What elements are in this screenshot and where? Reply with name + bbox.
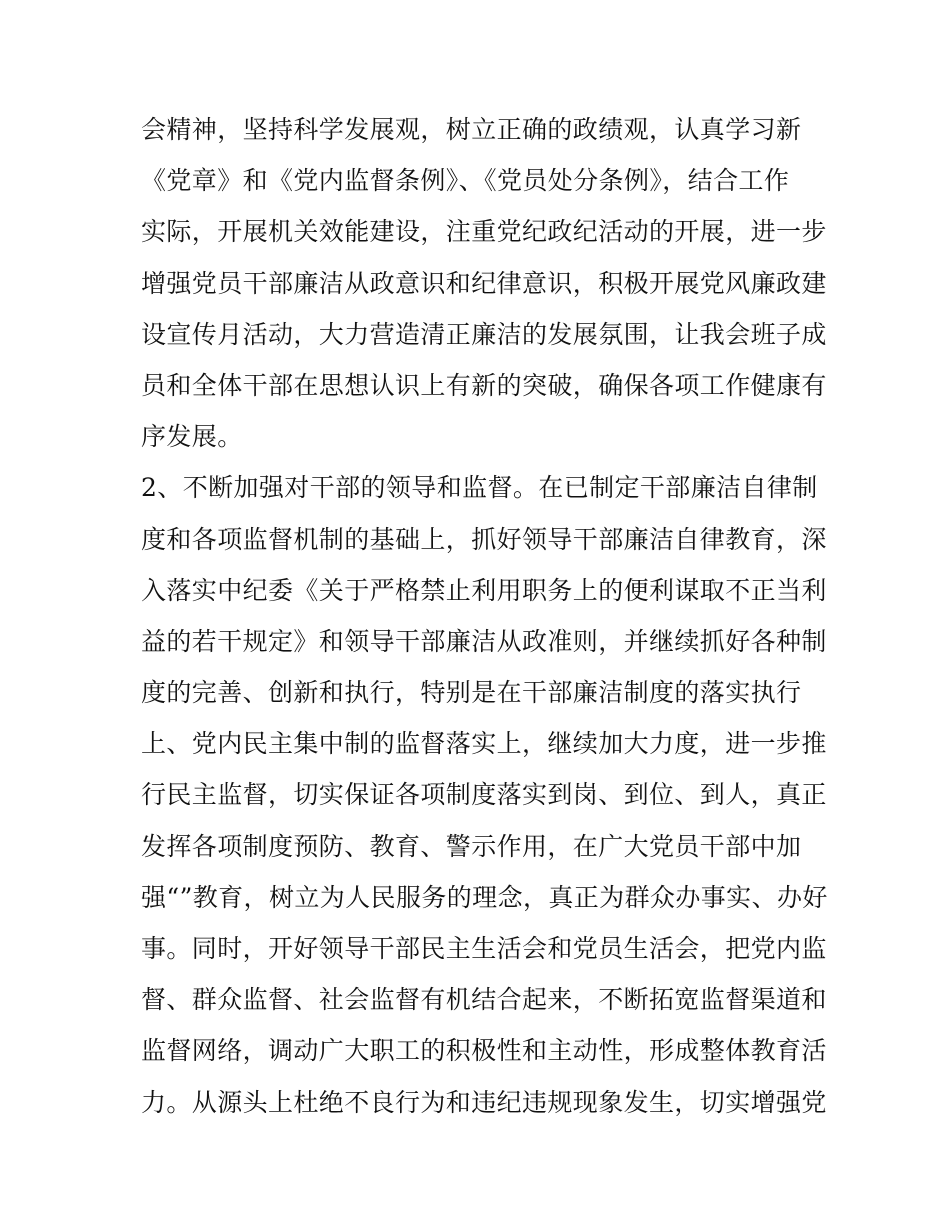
text-line: 会精神，坚持科学发展观，树立正确的政绩观，认真学习新 [141, 115, 802, 144]
text-line: 督、群众监督、社会监督有机结合起来，不断拓宽监督渠道和 [141, 985, 827, 1015]
text-line: 员和全体干部在思想认识上有新的突破，确保各项工作健康有 [141, 370, 827, 400]
text-line: 入落实中纪委《关于严格禁止利用职务上的便利谋取不正当利 [141, 575, 827, 605]
text-line: 2、不断加强对干部的领导和监督。在已制定干部廉洁自律制 [141, 473, 818, 503]
text-line: 《党章》和《党内监督条例》、《党员处分条例》，结合工作 [141, 166, 790, 196]
text-line: 益的若干规定》和领导干部廉洁从政准则，并继续抓好各种制 [141, 626, 827, 656]
text-line: 上、党内民主集中制的监督落实上，继续加大力度，进一步推 [141, 729, 827, 759]
text-line: 增强党员干部廉洁从政意识和纪律意识，积极开展党风廉政建 [141, 268, 827, 298]
text-line: 序发展。 [141, 422, 243, 452]
text-line: 度和各项监督机制的基础上，抓好领导干部廉洁自律教育，深 [141, 524, 827, 554]
text-line: 监督网络，调动广大职工的积极性和主动性，形成整体教育活 [141, 1036, 827, 1066]
text-line: 度的完善、创新和执行，特别是在干部廉洁制度的落实执行 [141, 678, 802, 708]
text-line: 发挥各项制度预防、教育、警示作用，在广大党员干部中加 [141, 831, 802, 861]
text-line: 实际，开展机关效能建设，注重党纪政纪活动的开展，进一步 [141, 217, 827, 247]
text-line: 力。从源头上杜绝不良行为和违纪违规现象发生，切实增强党 [141, 1087, 827, 1117]
text-line: 行民主监督，切实保证各项制度落实到岗、到位、到人，真正 [141, 780, 827, 810]
text-line: 设宣传月活动，大力营造清正廉洁的发展氛围，让我会班子成 [141, 319, 827, 349]
text-line: 强“”教育，树立为人民服务的理念，真正为群众办事实、办好 [141, 882, 828, 912]
body-text [141, 104, 828, 1128]
text-line: 事。同时，开好领导干部民主生活会和党员生活会，把党内监 [141, 934, 827, 963]
